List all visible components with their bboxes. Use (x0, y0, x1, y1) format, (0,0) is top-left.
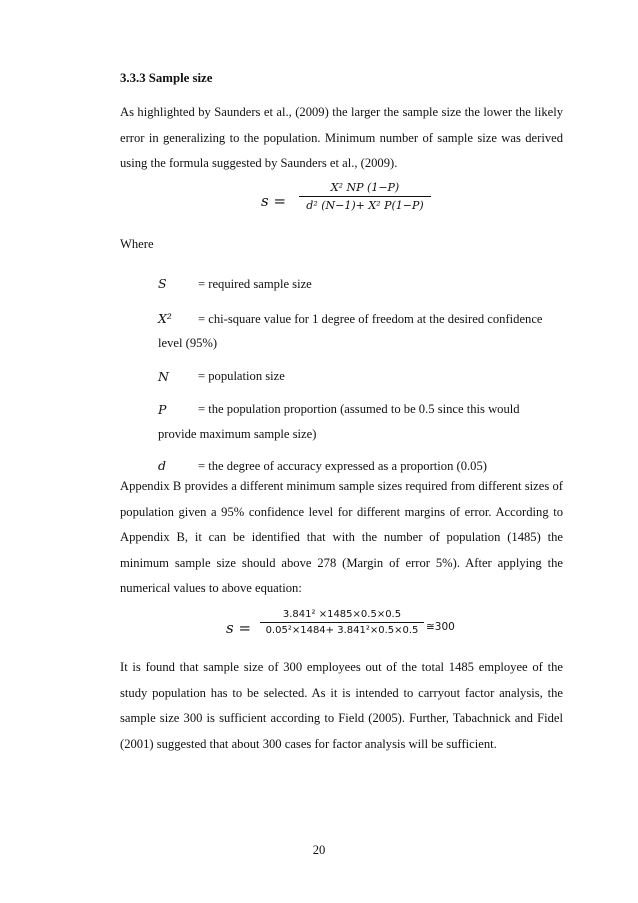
fraction-bar (299, 196, 431, 197)
definition-continuation: level (95%) (158, 336, 218, 350)
definition-continuation: provide maximum sample size) (158, 427, 317, 441)
definition-symbol: X² (158, 311, 172, 326)
definition-symbol: d (158, 458, 167, 473)
formula-denominator: d² (N−1)+ X² P(1−P) (306, 199, 424, 212)
paragraph-conclusion: It is found that sample size of 300 employees out of the total 1485 employee of the study population has to be selected. As it is intended to carryout factor analysis, the sample size 300 is sufficient according to Field (2005). Further, Tabachnick and Fidel (2001) suggested that about 300 cases for factor analysis will be sufficient. (120, 660, 563, 751)
definition-symbol: P (158, 402, 167, 417)
formula-fraction (260, 609, 424, 636)
paragraph-appendix: Appendix B provides a different minimum sample sizes required from different sizes of population given a 95% confidence level for different margins of error. According to Appendix B, it can be identified that with the number of population (1485) the minimum sample size should above 278 (Margin of error 5%). After applying the numerical values to above equation: (120, 479, 563, 595)
definition-text: = the population proportion (assumed to be 0.5 since this would (198, 402, 520, 416)
formula-fraction (299, 181, 431, 212)
formula-result: ≅300 (426, 621, 455, 633)
formula-denominator: 0.05²×1484+ 3.841²×0.5×0.5 (265, 625, 419, 636)
section-heading: 3.3.3 Sample size (120, 71, 213, 85)
paragraph-intro: As highlighted by Saunders et al., (2009) the larger the sample size the lower the likely error in generalizing to the population. Minimum number of sample size was derived using the formula suggested by Saunders et al., (2009). (120, 105, 563, 170)
formula-lhs: s = (226, 619, 252, 637)
formula-lhs: s = (261, 192, 287, 210)
fraction-bar (260, 622, 424, 623)
definition-text: = population size (198, 369, 285, 383)
sample-size-formula (261, 181, 431, 221)
numerical-formula (226, 609, 466, 649)
definition-symbol: S (158, 276, 167, 291)
definition-text: = chi-square value for 1 degree of freedom at the desired confidence (198, 312, 543, 326)
where-label: Where (120, 237, 154, 251)
definition-text: = the degree of accuracy expressed as a proportion (0.05) (198, 459, 487, 473)
definition-symbol: N (158, 369, 169, 384)
formula-numerator: X² NP (1−P) (330, 181, 400, 194)
page-number: 20 (312, 843, 326, 857)
definition-text: = required sample size (198, 277, 312, 291)
formula-numerator: 3.841² ×1485×0.5×0.5 (282, 609, 402, 620)
